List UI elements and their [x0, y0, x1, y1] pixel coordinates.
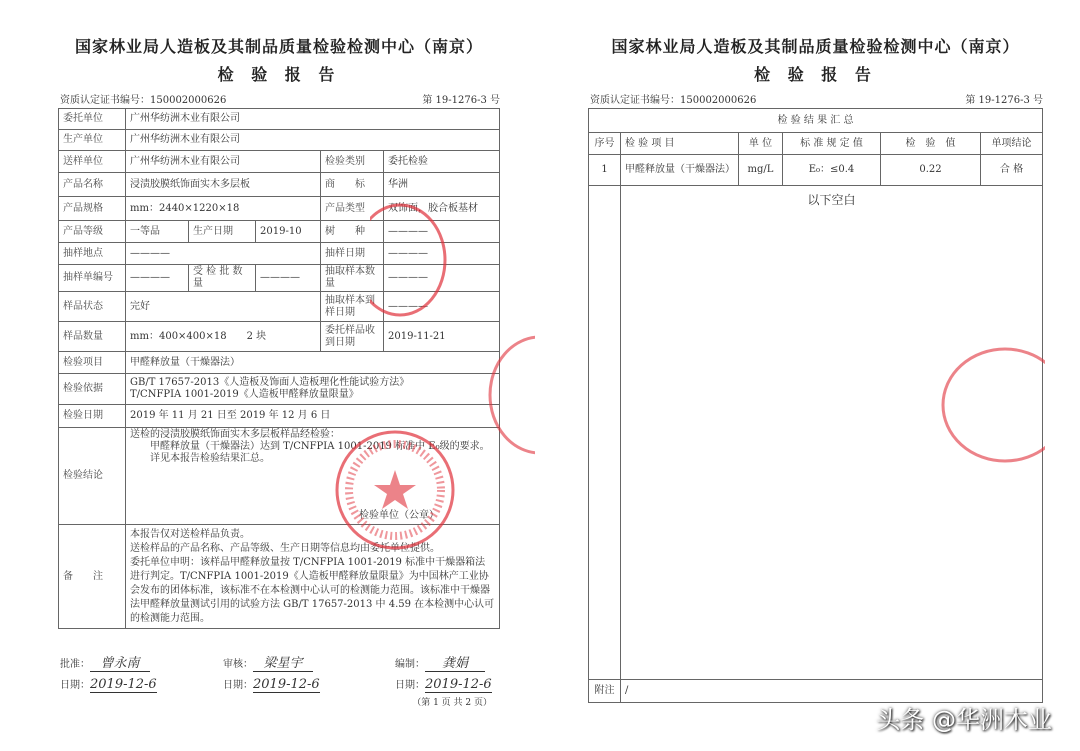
header: 检 验 项 目: [621, 133, 739, 155]
label: 检验结论: [59, 428, 126, 525]
basis-line: T/CNFPIA 1001-2019《人造板甲醛释放量限量》: [130, 389, 359, 400]
date: 2019-12-6: [425, 677, 492, 692]
cell: 甲醛释放量（干燥器法）: [621, 155, 739, 186]
approve-signature: [60, 652, 150, 672]
blank-note: 以下空白: [621, 186, 1043, 680]
value: 广州华纺洲木业有限公司: [126, 130, 500, 151]
label: 检验依据: [59, 374, 126, 405]
label: 委托样品收到日期: [321, 322, 384, 352]
label: 委托单位: [59, 109, 126, 130]
label: 日期：: [60, 680, 90, 691]
value: 2019 年 11 月 21 日至 2019 年 12 月 6 日: [126, 405, 500, 428]
value: 甲醛释放量（干燥器法）: [126, 352, 500, 374]
report-number: 第 19-1276-3 号: [422, 95, 500, 106]
label: 抽样地点: [59, 243, 126, 265]
label: 产品规格: [59, 197, 126, 221]
header: 单 位: [739, 133, 783, 155]
conclusion-line: 甲醛释放量（干燥器法）达到 T/CNFPIA 1001-2019 标准中 E₀级的要求。: [150, 441, 490, 452]
value: 完好: [126, 292, 321, 322]
label: 检验类别: [321, 151, 384, 173]
label: 受 检 批 数 量: [189, 265, 256, 292]
label: 抽取样本到样日期: [321, 292, 384, 322]
label: 样品数量: [59, 322, 126, 352]
label: 检验项目: [59, 352, 126, 374]
header: 标 准 规 定 值: [783, 133, 881, 155]
value: ————: [384, 221, 500, 243]
page-footer: （第 1 页 共 2 页）: [412, 698, 492, 708]
label: 抽样日期: [321, 243, 384, 265]
header: 序号: [589, 133, 621, 155]
approve-date: [60, 676, 157, 693]
cert-number: 资质认定证书编号：150002000626: [590, 95, 757, 106]
label: 附注: [589, 680, 621, 703]
note-line: 本报告仅对送检样品负责。: [130, 528, 250, 540]
review-date: [223, 676, 320, 693]
cell: 0.22: [881, 155, 981, 186]
label: 批准：: [60, 659, 90, 670]
cert-number: 资质认定证书编号：150002000626: [60, 95, 227, 106]
label: 送样单位: [59, 151, 126, 173]
notes: [126, 525, 500, 629]
label: 日期：: [223, 680, 253, 691]
report-number: 第 19-1276-3 号: [965, 95, 1043, 106]
label: 产品等级: [59, 221, 126, 243]
value: ————: [256, 265, 321, 292]
cell: 合 格: [981, 155, 1043, 186]
value: ————: [384, 292, 500, 322]
label: 产品名称: [59, 173, 126, 197]
value: /: [621, 680, 1043, 703]
table-title: 检 验 结 果 汇 总: [589, 109, 1043, 133]
value: mm：400×400×18 2 块: [126, 322, 321, 352]
cell: E₀：≤0.4: [783, 155, 881, 186]
label: 样品状态: [59, 292, 126, 322]
value: 双饰面，胶合板基材: [384, 197, 500, 221]
review-signature: [223, 652, 313, 672]
page-subtitle: 检 验 报 告: [217, 65, 341, 84]
value: 广州华纺洲木业有限公司: [126, 109, 500, 130]
value: ————: [384, 243, 500, 265]
signature: 曾永南: [90, 652, 150, 672]
value: mm：2440×1220×18: [126, 197, 321, 221]
page-title: 国家林业局人造板及其制品质量检验检测中心（南京）: [611, 37, 1020, 56]
value: 2019-10: [256, 221, 321, 243]
report-info-table: [58, 108, 500, 629]
note-line: 送检样品的产品名称、产品等级、生产日期等信息均由委托单位提供。: [130, 542, 440, 554]
label: 检验日期: [59, 405, 126, 428]
label: 审核：: [223, 659, 253, 670]
label: 抽样单编号: [59, 265, 126, 292]
value: 浸渍胶膜纸饰面实木多层板: [126, 173, 321, 197]
basis-line: GB/T 17657-2013《人造板及饰面人造板理化性能试验方法》: [130, 377, 410, 388]
value: ————: [126, 243, 321, 265]
value: [126, 374, 500, 405]
label: 编制：: [395, 659, 425, 670]
header: 检 验 值: [881, 133, 981, 155]
conclusion-line: 详见本报告检验结果汇总。: [150, 453, 270, 464]
label: 树 种: [321, 221, 384, 243]
seal-label: 检验单位（公章）: [359, 510, 439, 521]
table-row: [589, 155, 1043, 186]
value: 2019-11-21: [384, 322, 500, 352]
label: 生产单位: [59, 130, 126, 151]
label: 商 标: [321, 173, 384, 197]
value: 委托检验: [384, 151, 500, 173]
label: 生产日期: [189, 221, 256, 243]
value: ————: [126, 265, 189, 292]
cell: mg/L: [739, 155, 783, 186]
results-table: [588, 108, 1043, 703]
label: 日期：: [395, 680, 425, 691]
date: 2019-12-6: [90, 677, 157, 692]
header: 单项结论: [981, 133, 1043, 155]
value: 广州华纺洲木业有限公司: [126, 151, 321, 173]
watermark: 头条 @华洲木业: [876, 706, 1052, 734]
signature: 梁星宇: [253, 652, 313, 672]
cell: 1: [589, 155, 621, 186]
label: 备 注: [59, 525, 126, 629]
note-line: 委托单位申明：该样品甲醛释放量按 T/CNFPIA 1001-2019 标准中干燥器箱法进行判定。T/CNFPIA 1001-2019《人造板甲醛释放量限量》为中国林产工业协会发布的团体标准，该标准不在本检测中心认可的检测能力范围。该标准中干燥器法甲醛释放量测试引用的试验方法 GB/T 17657-2013 中 4.59 在本检测中心认可的检测能力范围。: [130, 556, 495, 624]
value: 华洲: [384, 173, 500, 197]
conclusion: [126, 428, 500, 525]
date: 2019-12-6: [253, 677, 320, 692]
edit-date: [395, 676, 492, 693]
conclusion-line: 送检的浸渍胶膜纸饰面实木多层板样品经检验：: [130, 429, 340, 440]
label: 产品类型: [321, 197, 384, 221]
edit-signature: [395, 652, 485, 672]
page-title: 国家林业局人造板及其制品质量检验检测中心（南京）: [74, 37, 483, 56]
label: 抽取样本数 量: [321, 265, 384, 292]
value: 一等品: [126, 221, 189, 243]
signature: 龚娟: [425, 652, 485, 672]
value: ————: [384, 265, 500, 292]
page-subtitle: 检 验 报 告: [754, 65, 877, 84]
